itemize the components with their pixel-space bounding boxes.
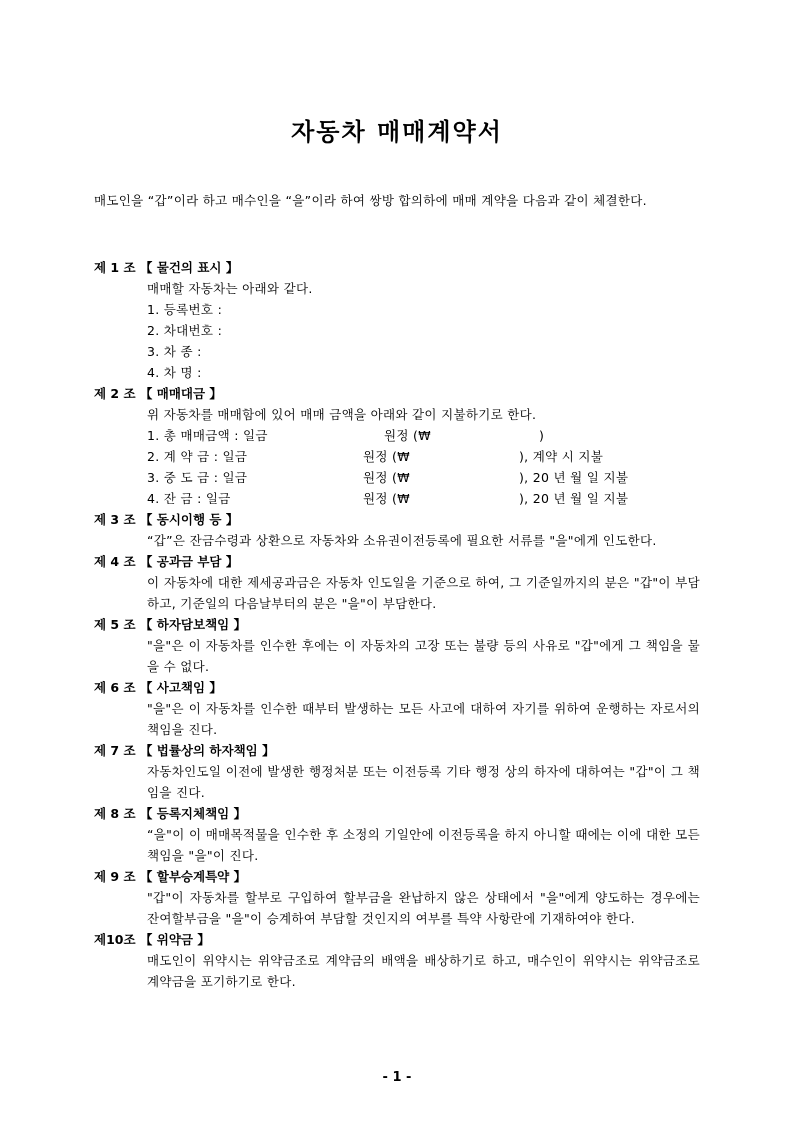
vehicle-name-field: 4. 차 명 : — [147, 365, 202, 380]
article-heading — [94, 509, 700, 530]
payment-label: 1. 총 매매금액 : 일금 — [147, 428, 268, 443]
article-3 — [94, 509, 700, 551]
article-number: 제 7 조 — [94, 743, 136, 758]
article-body: “갑”은 잔금수령과 상환으로 자동차와 소유권이전등록에 필요한 서류를 "을"에게 인도한다. — [147, 533, 657, 548]
article-title: 【 동시이행 등 】 — [139, 512, 239, 527]
article-title: 【 하자담보책임 】 — [139, 617, 247, 632]
page-number: - 1 - — [382, 1070, 412, 1085]
article-title: 【 등록지체책임 】 — [139, 806, 247, 821]
article-number: 제 5 조 — [94, 617, 136, 632]
article-number: 제 2 조 — [94, 386, 136, 401]
article-body: “을"이 이 매매목적물을 인수한 후 소정의 기일안에 이전등록을 하지 아니할 때에는 이에 대한 모든 책임을 "을"이 진다. — [147, 827, 700, 863]
article-body: "갑"이 자동차를 할부로 구입하여 할부금을 완납하지 않은 상태에서 "을"에게 양도하는 경우에는 잔여할부금을 "을"이 승계하여 부담할 것인지의 여부를 특약 사항란에 기재하여야 한다. — [147, 890, 700, 926]
article-number: 제 3 조 — [94, 512, 136, 527]
article-number: 제 8 조 — [94, 806, 136, 821]
article-1 — [94, 257, 700, 383]
payment-won: 원정 (₩ — [363, 449, 410, 464]
chassis-number-field: 2. 차대번호 : — [147, 323, 223, 338]
payment-won: 원정 (₩ — [363, 470, 410, 485]
payment-row-total — [147, 425, 700, 446]
article-number: 제10조 — [94, 932, 136, 947]
registration-number-field: 1. 등록번호 : — [147, 302, 223, 317]
payment-close: ), 20 년 월 일 지불 — [519, 491, 629, 506]
payment-close: ), 계약 시 지불 — [519, 449, 604, 464]
article-7 — [94, 740, 700, 803]
article-8 — [94, 803, 700, 866]
article-title: 【 물건의 표시 】 — [139, 260, 239, 275]
article-heading — [94, 866, 700, 887]
article-heading — [94, 677, 700, 698]
article-title: 【 할부승계특약 】 — [139, 869, 247, 884]
payment-row-balance — [147, 488, 700, 509]
article-body: 매도인이 위약시는 위약금조로 계약금의 배액을 배상하기로 하고, 매수인이 위약시는 위약금조로 계약금을 포기하기로 한다. — [147, 953, 700, 989]
payment-label: 2. 계 약 금 : 일금 — [147, 449, 248, 464]
article-body — [94, 278, 700, 383]
article-2 — [94, 383, 700, 509]
article-title: 【 사고책임 】 — [139, 680, 222, 695]
payment-close: ) — [539, 428, 545, 443]
article-title: 【 매매대금 】 — [139, 386, 222, 401]
article-line: 매매할 자동차는 아래와 같다. — [147, 281, 313, 296]
payment-won: 원정 (₩ — [363, 491, 410, 506]
article-heading — [94, 929, 700, 950]
article-title: 【 위약금 】 — [139, 932, 210, 947]
article-body: 자동차인도일 이전에 발생한 행정처분 또는 이전등록 기타 행정 상의 하자에 대하여는 "갑"이 그 책임을 진다. — [147, 764, 700, 800]
article-9 — [94, 866, 700, 929]
articles-section — [94, 257, 700, 992]
payment-label: 4. 잔 금 : 일금 — [147, 491, 231, 506]
article-heading — [94, 614, 700, 635]
article-5 — [94, 614, 700, 677]
payment-row-deposit — [147, 446, 700, 467]
article-number: 제 6 조 — [94, 680, 136, 695]
article-10 — [94, 929, 700, 992]
article-title: 【 공과금 부담 】 — [139, 554, 239, 569]
article-heading — [94, 803, 700, 824]
article-number: 제 9 조 — [94, 869, 136, 884]
article-title: 【 법률상의 하자책임 】 — [139, 743, 275, 758]
payment-close: ), 20 년 월 일 지불 — [519, 470, 629, 485]
article-body: 이 자동차에 대한 제세공과금은 자동차 인도일을 기준으로 하여, 그 기준일까지의 분은 "갑"이 부담하고, 기준일의 다음날부터의 분은 "을"이 부담한다. — [147, 575, 700, 611]
vehicle-type-field: 3. 차 종 : — [147, 344, 202, 359]
article-4 — [94, 551, 700, 614]
payment-row-interim — [147, 467, 700, 488]
article-heading — [94, 551, 700, 572]
article-6 — [94, 677, 700, 740]
article-line: 위 자동차를 매매함에 있어 매매 금액을 아래와 같이 지불하기로 한다. — [147, 407, 537, 422]
article-body — [94, 404, 700, 509]
article-number: 제 1 조 — [94, 260, 136, 275]
article-body: "을"은 이 자동차를 인수한 때부터 발생하는 모든 사고에 대하여 자기를 위하여 운행하는 자로서의 책임을 진다. — [147, 701, 700, 737]
intro-paragraph: 매도인을 “갑”이라 하고 매수인을 “을”이라 하여 쌍방 합의하에 매매 계약을 다음과 같이 체결한다. — [94, 193, 647, 208]
article-number: 제 4 조 — [94, 554, 136, 569]
article-heading — [94, 383, 700, 404]
article-heading — [94, 257, 700, 278]
article-body: "을"은 이 자동차를 인수한 후에는 이 자동차의 고장 또는 불량 등의 사유로 "갑"에게 그 책임을 물을 수 없다. — [147, 638, 700, 674]
document-title: 자동차 매매계약서 — [291, 118, 503, 146]
article-heading — [94, 740, 700, 761]
payment-label: 3. 중 도 금 : 일금 — [147, 470, 248, 485]
payment-won: 원정 (₩ — [384, 428, 431, 443]
